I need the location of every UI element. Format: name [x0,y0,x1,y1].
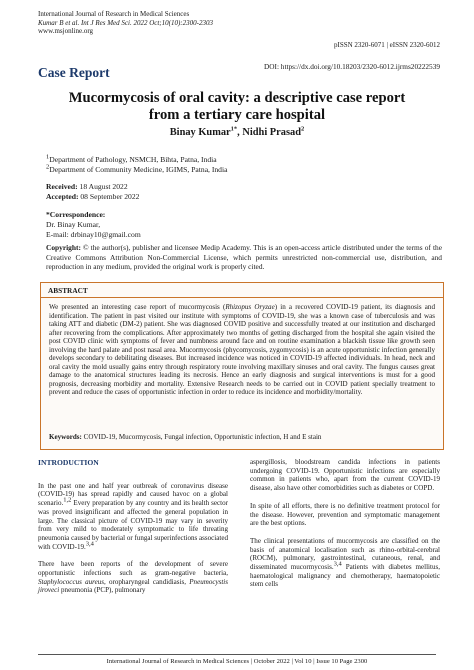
title-line-2: from a tertiary care hospital [148,107,326,123]
page-footer: International Journal of Research in Medical Sciences | October 2022 | Vol 10 | Issue 10 Page 2300 [106,658,368,665]
website-link[interactable]: www.msjonline.org [38,27,94,36]
citation: Kumar B et al. Int J Res Med Sci. 2022 Oct;10(10):2300-2303 [38,18,213,27]
article-title [20,90,454,124]
accepted-date: Accepted: 08 September 2022 [46,192,140,201]
paragraph: In the past one and half year outbreak of coronavirus disease (COVID-19) has spread rapidly and caused havoc on a global scenario.1,2 Every preparation by any country and its health sector was proved insignificant and affected the general population in large. The classical picture of COVID-19 may vary in severity from very mild to moderately symptomatic to life threating pneumonia caused by bacterial or fungal superinfections associated with COVID-19.3,4 [38,481,229,551]
correspondence-name: Dr. Binay Kumar, [46,220,101,229]
abstract-heading: ABSTRACT [48,286,88,295]
author-1-affil: 1* [230,125,238,133]
correspondence-email[interactable]: E-mail: drbinay10@gmail.com [46,230,141,239]
issn: pISSN 2320-6071 | eISSN 2320-6012 [333,41,440,49]
right-column [250,458,440,598]
abstract-header [41,283,443,298]
footer-divider [38,654,436,655]
abstract-box [40,282,444,450]
author-separator: , [237,127,243,138]
author-1: Binay Kumar [169,127,231,138]
author-list [20,127,454,138]
paragraph: The clinical presentations of mucormycosis are classified on the basis of anatomical localisation such as rhino-orbital-cerebral (ROCM), pulmonary, gastrointestinal, cutaneous, renal, and disseminated mucormycosis.3,4 Patients with diabetes mellitus, haematological malignancy and chemotherapy, haematopoietic stem cells [250,536,440,589]
organism-name: Rhizopus Oryzae [225,303,275,311]
affiliation: 2Department of Community Medicine, IGIMS, Patna, India [46,163,228,174]
author-2-affil: 2 [300,125,305,133]
author-2: Nidhi Prasad [242,127,301,138]
received-date: Received: 18 August 2022 [46,182,128,191]
section-heading-introduction: INTRODUCTION [38,458,99,467]
journal-name: International Journal of Research in Medical Sciences [38,10,190,18]
paragraph: aspergillosis, bloodstream candida infections in patients undergoing COVID-19. Opportunistic infections are especially common in patients who, apart from the current COVID-19 disease, also have other comorbidities such as diabetes or COPD. [250,458,440,493]
correspondence [46,210,141,240]
abstract-text: We presented an interesting case report of mucormycosis (Rhizopus Oryzae) in a recovered COVID-19 patient, its diagnosis and identification. The patient in past visited our institute with symptoms of COVID-19, she was a known case of tuberculosis and was taking ATT and diabetic (DM-2) patient. She was diagnosed COVID positive and successfully treated at our institution and discharged after recovering from the complications. After approximately two months of getting discharged from the hospital she again visited the post COVID clinic with symptoms of fever and numbness around face and on routine examination a blackish tissue like growth seen involving the hard palate and post nasal area. Mucormycosis (phycomycosis, zygomycosis) is an acute opportunistic infection generally develops secondary to debilitating diseases. But increased incidence was noticed in COVID-19 affected individuals. In head, neck and oral cavity the mold usually gains entry through respiratory route involving maxillary sinuses and oral cavity. The fungus causes great damage to the anatomical structures leading its necrosis. Hence an early diagnosis and surgical interventions is must for a good prognosis, decreasing morbidity and mortality. Extensive Research needs to be carried out in COVID patient specially treatment to prevent and reduce the cases of opportunistic infection in order to reduce its incidence and morbidity/mortality. [49,303,435,397]
paragraph: In spite of all efforts, there is no definitive treatment protocol for the disease. However, prevention and symptomatic management are the best options. [250,501,440,528]
journal-header [38,10,213,36]
keywords: Keywords: COVID-19, Mucormycosis, Fungal infection, Opportunistic infection, H and E stain [49,433,322,441]
title-line-1: Mucormycosis of oral cavity: a descriptive case report [68,90,406,106]
doi-link[interactable]: DOI: https://dx.doi.org/10.18203/2320-6012.ijrms20222539 [263,62,440,71]
left-column [38,458,228,604]
dates [46,182,139,202]
affiliations [46,155,227,175]
correspondence-label: *Correspondence: [46,210,106,219]
copyright-notice: Copyright: © the author(s), publisher and licensee Medip Academy. This is an open-access article distributed under the terms of the Creative Commons Attribution Non-Commercial License, which permits unrestricted non-commercial use, distribution, and reproduction in any medium, provided the original work is properly cited. [46,243,442,272]
article-type: Case Report [38,65,110,80]
paragraph: There have been reports of the development of severe opportunistic infections such as gram-negative bacteria, Staphylococcus aureus, oropharyngeal candidiasis, Pneumocystis jiroveci pneumonia (PCP), pulmonary [38,560,228,595]
affiliation: 1Department of Pathology, NSMCH, Bihta, Patna, India [46,153,217,164]
